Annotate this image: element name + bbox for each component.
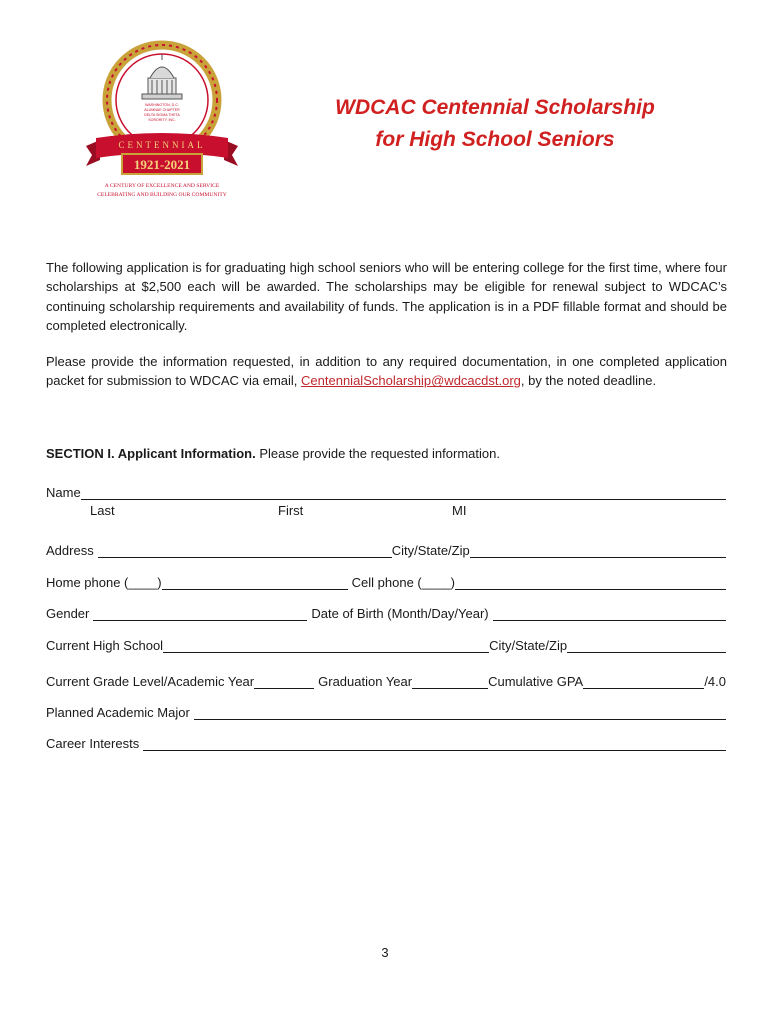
graduation-year-label: Graduation Year — [318, 674, 413, 689]
career-row — [46, 733, 726, 751]
gpa-field[interactable] — [583, 674, 704, 689]
major-row — [46, 702, 726, 720]
gpa-label: Cumulative GPA — [488, 674, 584, 689]
page-number: 3 — [381, 945, 389, 960]
gender-dob-row — [46, 603, 726, 621]
home-phone-label: Home phone (____) — [46, 575, 162, 590]
svg-text:CELEBRATING AND BUILDING OUR C: CELEBRATING AND BUILDING OUR COMMUNITY — [97, 192, 227, 198]
school-city-state-zip-field[interactable] — [567, 638, 726, 653]
career-field[interactable] — [143, 736, 726, 751]
grade-level-label: Current Grade Level/Academic Year — [46, 674, 255, 689]
dob-label: Date of Birth (Month/Day/Year) — [311, 606, 489, 621]
high-school-field[interactable] — [163, 638, 489, 653]
address-field[interactable] — [98, 543, 392, 558]
address-city-state-zip-field[interactable] — [470, 543, 726, 558]
high-school-row — [46, 635, 726, 653]
home-phone-field[interactable] — [162, 575, 348, 590]
school-city-state-zip-label: City/State/Zip — [489, 638, 568, 653]
name-last-label: Last — [90, 503, 115, 518]
gpa-suffix: /4.0 — [704, 674, 726, 689]
name-mi-label: MI — [452, 503, 467, 518]
major-label: Planned Academic Major — [46, 705, 190, 720]
grade-level-field[interactable] — [254, 674, 314, 689]
high-school-label: Current High School — [46, 638, 164, 653]
name-label: Name — [46, 485, 81, 500]
cell-phone-field[interactable] — [455, 575, 726, 590]
svg-text:A CENTURY OF EXCELLENCE AND SE: A CENTURY OF EXCELLENCE AND SERVICE — [104, 183, 220, 189]
dob-field[interactable] — [493, 606, 726, 621]
intro-paragraph-2: Please provide the information requested, in addition to any required documentation, in one completed application packet for submission to WDCAC via email, CentennialScholarship@wdcacdst.org, by the noted deadline. — [46, 354, 727, 389]
title-line-2: for High School Seniors — [375, 128, 615, 151]
phone-row — [46, 572, 726, 590]
svg-text:ALUMNAE CHAPTER: ALUMNAE CHAPTER — [144, 108, 180, 112]
cell-phone-label: Cell phone (____) — [351, 575, 455, 590]
name-first-label: First — [278, 503, 304, 518]
career-label: Career Interests — [46, 736, 140, 751]
svg-text:CENTENNIAL: CENTENNIAL — [118, 140, 206, 150]
academic-row — [46, 671, 726, 689]
gender-label: Gender — [46, 606, 90, 621]
title-line-1: WDCAC Centennial Scholarship — [335, 96, 655, 119]
major-field[interactable] — [194, 705, 726, 720]
intro-paragraph-1: The following application is for graduating high school seniors who will be entering college for the first time, where four scholarships at $2,500 each will be awarded. The scholarships may be eligible for renewal subject to WDCAC’s continuing scholarship requirements and availability of funds. The application is in a PDF fillable format and should be completed electronically. — [46, 260, 727, 333]
address-city-state-zip-label: City/State/Zip — [391, 543, 470, 558]
gender-field[interactable] — [93, 606, 307, 621]
svg-text:SORORITY, INC.: SORORITY, INC. — [148, 118, 176, 122]
name-field[interactable] — [81, 485, 726, 500]
svg-text:DELTA SIGMA THETA: DELTA SIGMA THETA — [144, 113, 180, 117]
scholarship-email-link[interactable]: CentennialScholarship@wdcacdst.org — [301, 373, 521, 389]
address-label: Address — [46, 543, 94, 558]
svg-text:WASHINGTON, D.C.: WASHINGTON, D.C. — [145, 103, 179, 107]
document-title — [300, 92, 690, 156]
graduation-year-field[interactable] — [412, 674, 488, 689]
centennial-logo — [82, 40, 242, 210]
name-row — [46, 482, 726, 500]
svg-text:1921-2021: 1921-2021 — [133, 157, 191, 172]
address-row — [46, 540, 726, 558]
section-1-heading: SECTION I. Applicant Information. Please provide the requested information. — [46, 446, 500, 461]
